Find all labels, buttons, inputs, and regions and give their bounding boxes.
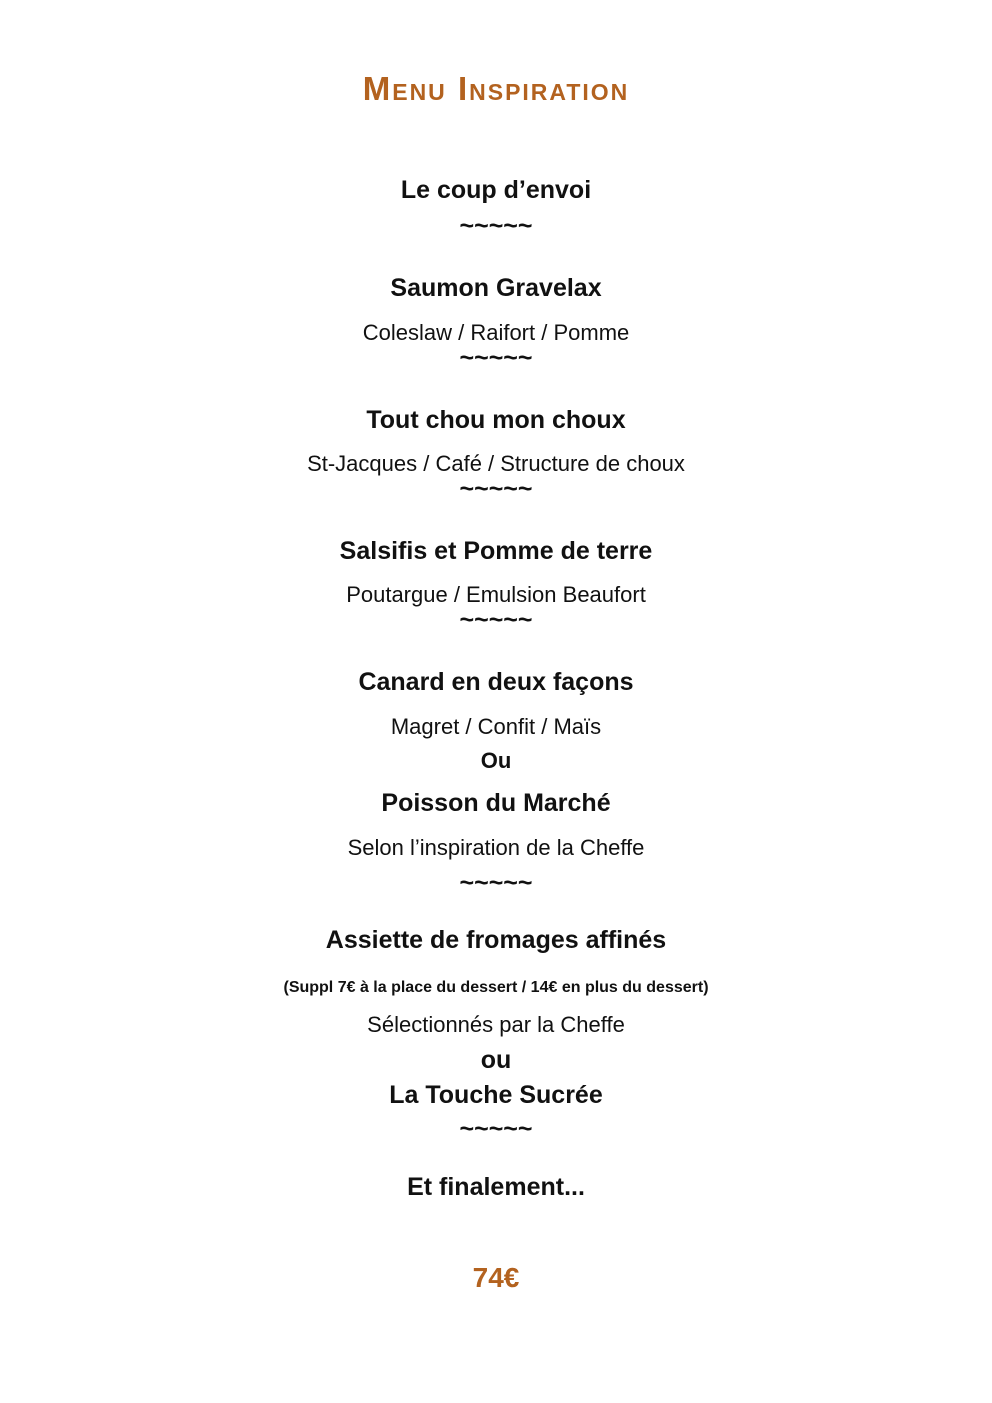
course-name: Salsifis et Pomme de terre — [339, 537, 653, 565]
course-separator: ~~~~~ — [459, 606, 533, 634]
course-alternative-detail: Selon l’inspiration de la Cheffe — [347, 835, 645, 860]
or-label: Ou — [480, 748, 512, 773]
course-separator: ~~~~~ — [459, 869, 533, 897]
course-alternative-name: La Touche Sucrée — [389, 1081, 603, 1109]
course-name: Saumon Gravelax — [390, 274, 602, 302]
course-separator: ~~~~~ — [459, 475, 533, 503]
course-detail: Magret / Confit / Maïs — [390, 714, 602, 739]
or-label: ou — [480, 1046, 512, 1074]
course-detail: Poutargue / Emulsion Beaufort — [346, 582, 646, 607]
course-separator: ~~~~~ — [459, 344, 533, 372]
course-detail: Sélectionnés par la Cheffe — [367, 1012, 625, 1037]
menu-title: Menu Inspiration — [362, 70, 630, 107]
course-separator: ~~~~~ — [459, 1115, 533, 1143]
course-detail: Coleslaw / Raifort / Pomme — [362, 320, 630, 345]
menu-price: 74€ — [472, 1262, 520, 1293]
course-name: Tout chou mon choux — [366, 406, 626, 434]
course-separator: ~~~~~ — [459, 212, 533, 240]
course-alternative-name: Poisson du Marché — [381, 789, 611, 817]
course-name: Assiette de fromages affinés — [325, 926, 667, 954]
course-name: Canard en deux façons — [358, 668, 634, 696]
course-detail: St-Jacques / Café / Structure de choux — [307, 451, 685, 476]
course-note: (Suppl 7€ à la place du dessert / 14€ en plus du dessert) — [283, 979, 709, 996]
course-name: Le coup d’envoi — [400, 176, 592, 204]
course-name: Et finalement... — [407, 1173, 585, 1201]
